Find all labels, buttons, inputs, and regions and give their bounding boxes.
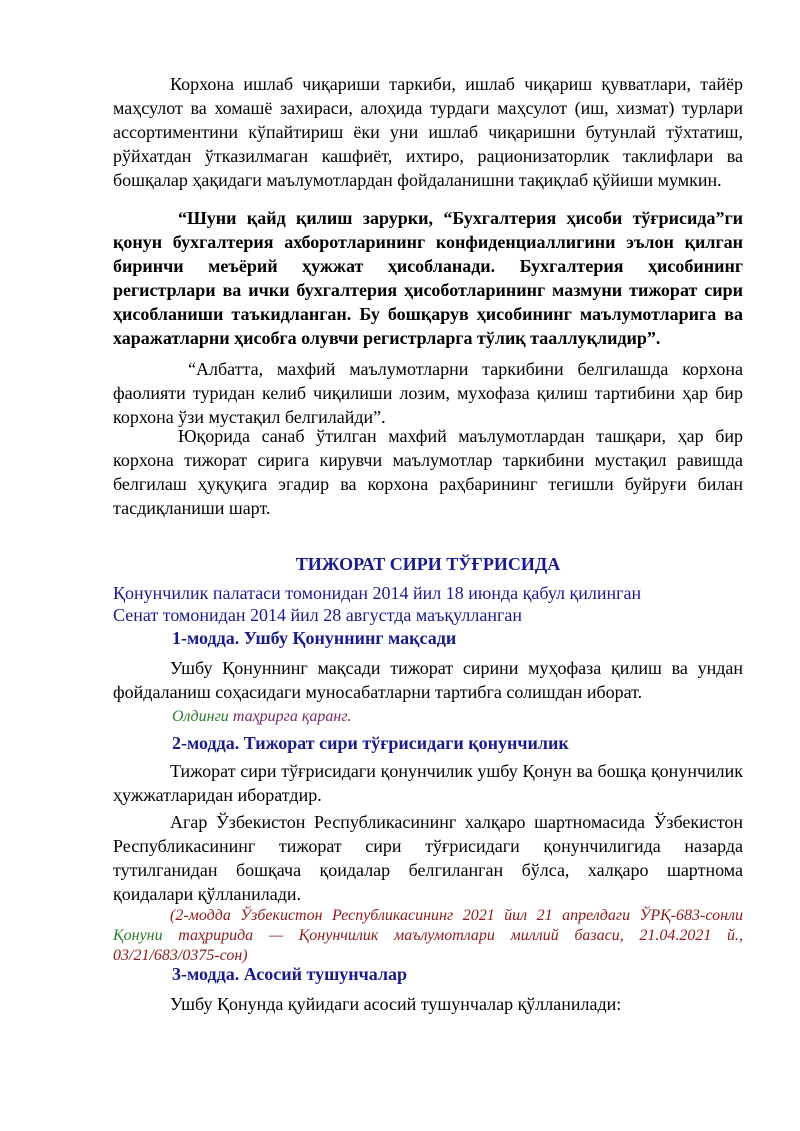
amendment-note-start: (2-модда Ўзбекистон Республикасининг 2021 йил 21 апрелдаги ЎРҚ-683-сонли xyxy=(170,907,743,924)
intro-paragraph-3: “Албатта, махфий маълумотларни таркибини белгилашда корхона фаолияти туридан келиб чиқилиши лозим, мухофаза қилиш тартибини ҳар бир корхона ўзи мустақил белгилайди”. xyxy=(113,359,743,427)
previous-edition-text: таҳрирга қаранг. xyxy=(228,708,352,725)
article-3-heading: 3-модда. Асосий тушунчалар xyxy=(172,964,408,984)
intro-paragraph-2: “Шуни қайд қилиш зарурки, “Бухгалтерия ҳисоби тўғрисида”ги қонун бухгалтерия ахборотларининг конфиденциаллигини эълон қилган биринчи меъёрий ҳужжат ҳисобланади. Бухгалтерия ҳисобининг регистрлари ва ички бухгалтерия ҳисоботларининг мазмуни тижорат сири ҳисобланиши таъкидланган. Бу бошқарув ҳисобининг маълумотларига ва харажатларни ҳисобга олувчи регистрларга тўлиқ тааллуқлидир”. xyxy=(113,208,743,348)
law-link[interactable]: Қонуни xyxy=(113,927,163,944)
article-2-text-2: Агар Ўзбекистон Республикасининг халқаро шартномасида Ўзбекистон Республикасининг тижорат сири тўғрисидаги қонунчилигида назарда тутилганидан бошқача қоидалар белгиланган бўлса, халқаро шартнома қоидалари қўлланилади. xyxy=(113,812,743,904)
intro-paragraph-1: Корхона ишлаб чиқариши таркиби, ишлаб чиқариш қувватлари, тайёр маҳсулот ва хомашё захираси, алоҳида турдаги маҳсулот (иш, хизмат) турлари ассортиментини кўпайтириш ёки уни ишлаб чиқаришни бутунлай тўхтатиш, рўйхатдан ўтказилмаган кашфиёт, ихтиро, рационизаторлик таклифлари ва бошқалар ҳақидаги маълумотлардан фойдаланишни тақиқлаб қўйиши мумкин. xyxy=(113,74,743,190)
law-title: ТИЖОРАТ СИРИ ТЎҒРИСИДА xyxy=(295,554,561,574)
law-approved-line: Сенат томонидан 2014 йил 28 августда маъқулланган xyxy=(113,605,522,625)
article-3-text: Ушбу Қонунда қуйидаги асосий тушунчалар қўлланилади: xyxy=(170,994,622,1014)
article-1-text: Ушбу Қонуннинг мақсади тижорат сирини муҳофаза қилиш ва ундан фойдаланиш соҳасидаги муносабатларни тартибга солишдан иборат. xyxy=(113,658,743,702)
article-2-amendment-note xyxy=(113,906,743,966)
article-2-heading: 2-модда. Тижорат сири тўғрисидаги қонунчилик xyxy=(172,733,569,753)
article-2-text-1: Тижорат сири тўғрисидаги қонунчилик ушбу Қонун ва бошқа қонунчилик ҳужжатларидан иборатдир. xyxy=(113,761,743,805)
article-1-heading: 1-модда. Ушбу Қонуннинг мақсади xyxy=(172,628,457,648)
law-adopted-line: Қонунчилик палатаси томонидан 2014 йил 18 июнда қабул қилинган xyxy=(113,583,642,603)
intro-paragraph-4: Юқорида санаб ўтилган махфий маълумотлардан ташқари, ҳар бир корхона тижорат сирига кирувчи маълумотлар таркибини мустақил равишда белгилаш ҳуқуқига эгадир ва корхона раҳбарининг тегишли буйруғи билан тасдиқланиши шарт. xyxy=(113,426,743,518)
amendment-note-end: таҳририда — Қонунчилик маълумотлари миллий базаси, 21.04.2021 й., 03/21/683/0375-сон) xyxy=(113,927,743,964)
previous-edition-link[interactable]: Олдинги xyxy=(172,708,229,725)
previous-edition-note xyxy=(172,706,742,728)
